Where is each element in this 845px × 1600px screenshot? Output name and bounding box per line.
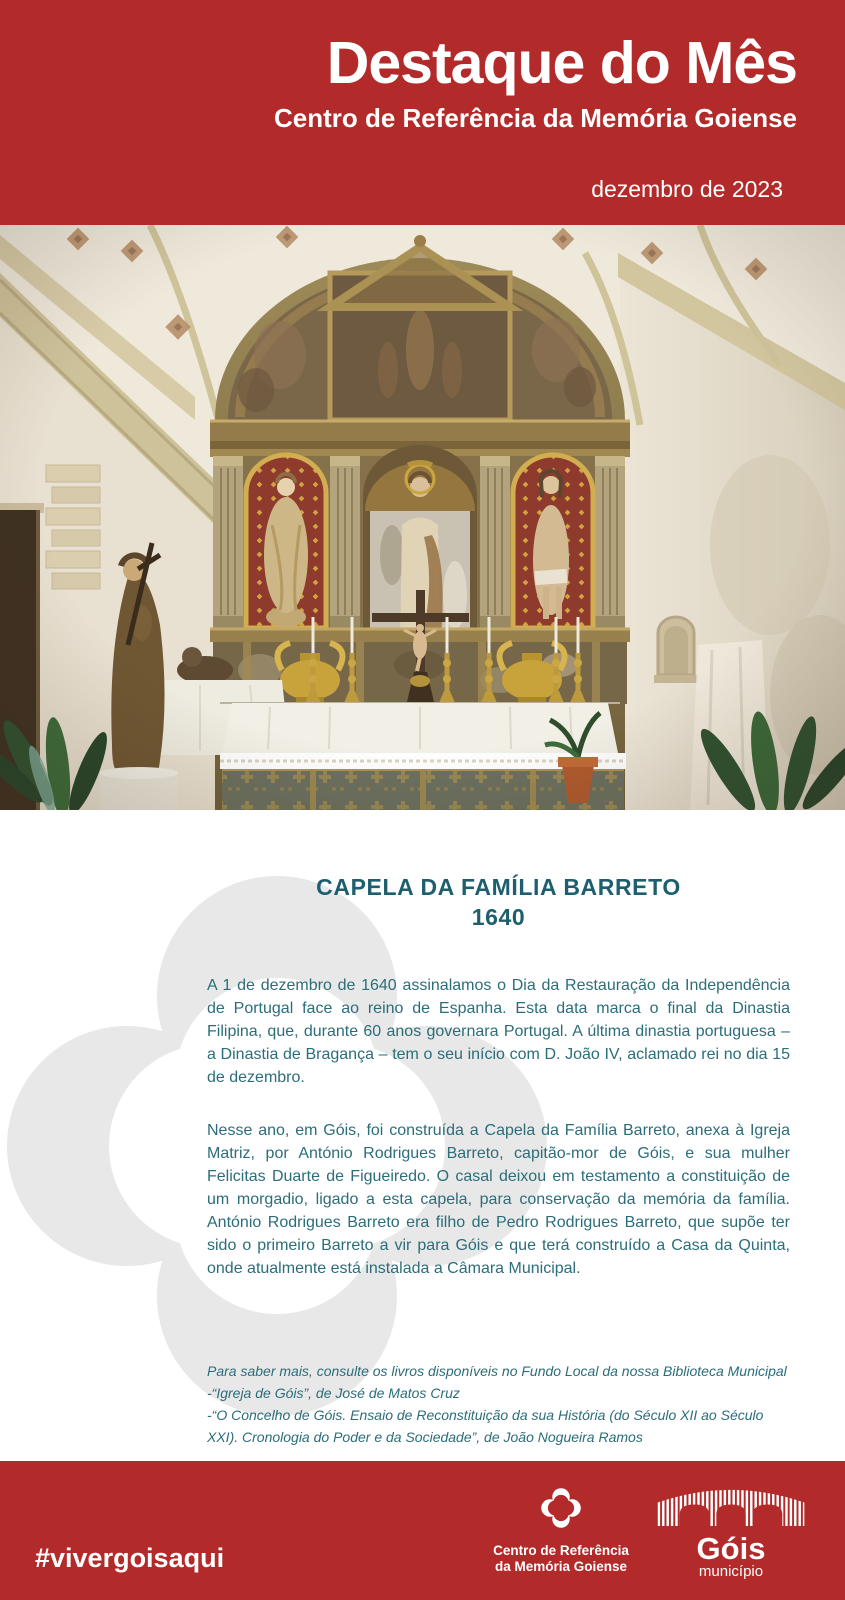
gois-logo-subtitle: município <box>698 1563 764 1580</box>
page-subtitle: Centro de Referência da Memória Goiense <box>273 103 797 133</box>
content-section <box>0 810 845 1461</box>
article-heading-line1: CAPELA DA FAMÍLIA BARRETO <box>316 874 681 900</box>
vignette <box>0 225 845 810</box>
crmg-line1: Centro de Referência <box>493 1543 629 1558</box>
note-line: -“Igreja de Góis”, de José de Matos Cruz <box>207 1385 460 1401</box>
article-heading-line2: 1640 <box>471 904 526 930</box>
bibliography-note <box>207 1360 790 1448</box>
gois-logo-name: Góis <box>696 1531 766 1566</box>
header-banner <box>0 0 845 225</box>
bridge-icon <box>656 1483 806 1527</box>
note-line: -“O Concelho de Góis. Ensaio de Reconstituição da sua História (do Século XII ao Século XXI). Cronologia do Poder e da Sociedade”, de João Nogueira Ramos <box>207 1407 764 1445</box>
crmg-logo <box>471 1485 651 1575</box>
quatrefoil-icon <box>538 1485 584 1531</box>
article-heading <box>207 872 790 932</box>
chapel-photo <box>0 225 845 810</box>
crmg-line2: da Memória Goiense <box>494 1559 628 1574</box>
note-line: Para saber mais, consulte os livros disponíveis no Fundo Local da nossa Biblioteca Municipal <box>207 1363 787 1379</box>
chapel-altar-illustration <box>0 225 845 810</box>
page-title: Destaque do Mês <box>326 30 797 96</box>
crmg-logo-text <box>471 1543 651 1575</box>
gois-municipio-logo <box>652 1483 810 1580</box>
hashtag-vivergoisaqui: #vivergoisaqui <box>35 1543 225 1573</box>
issue-date: dezembro de 2023 <box>591 176 783 202</box>
article-paragraph-2: Nesse ano, em Góis, foi construída a Capela da Família Barreto, anexa à Igreja Matriz, por António Rodrigues Barreto, capitão-mor de Góis, e sua mulher Felicitas Duarte de Figueiredo. O casal deixou em testamento a constituição de um morgadio, ligado a esta capela, para conservação da memória da família. António Rodrigues Barreto era filho de Pedro Rodrigues Barreto, que supõe ter sido o primeiro Barreto a vir para Góis e que terá construído a Casa da Quinta, onde atualmente está instalada a Câmara Municipal. <box>207 1122 790 1277</box>
article-paragraph-1: A 1 de dezembro de 1640 assinalamos o Dia da Restauração da Independência de Portugal face ao reino de Espanha. Esta data marca o final da Dinastia Filipina, que, durante 60 anos governara Portugal. A última dinastia portuguesa – a Dinastia de Bragança – tem o seu início com D. João IV, aclamado rei no dia 15 de dezembro. <box>207 977 790 1086</box>
footer-banner <box>0 1461 845 1600</box>
